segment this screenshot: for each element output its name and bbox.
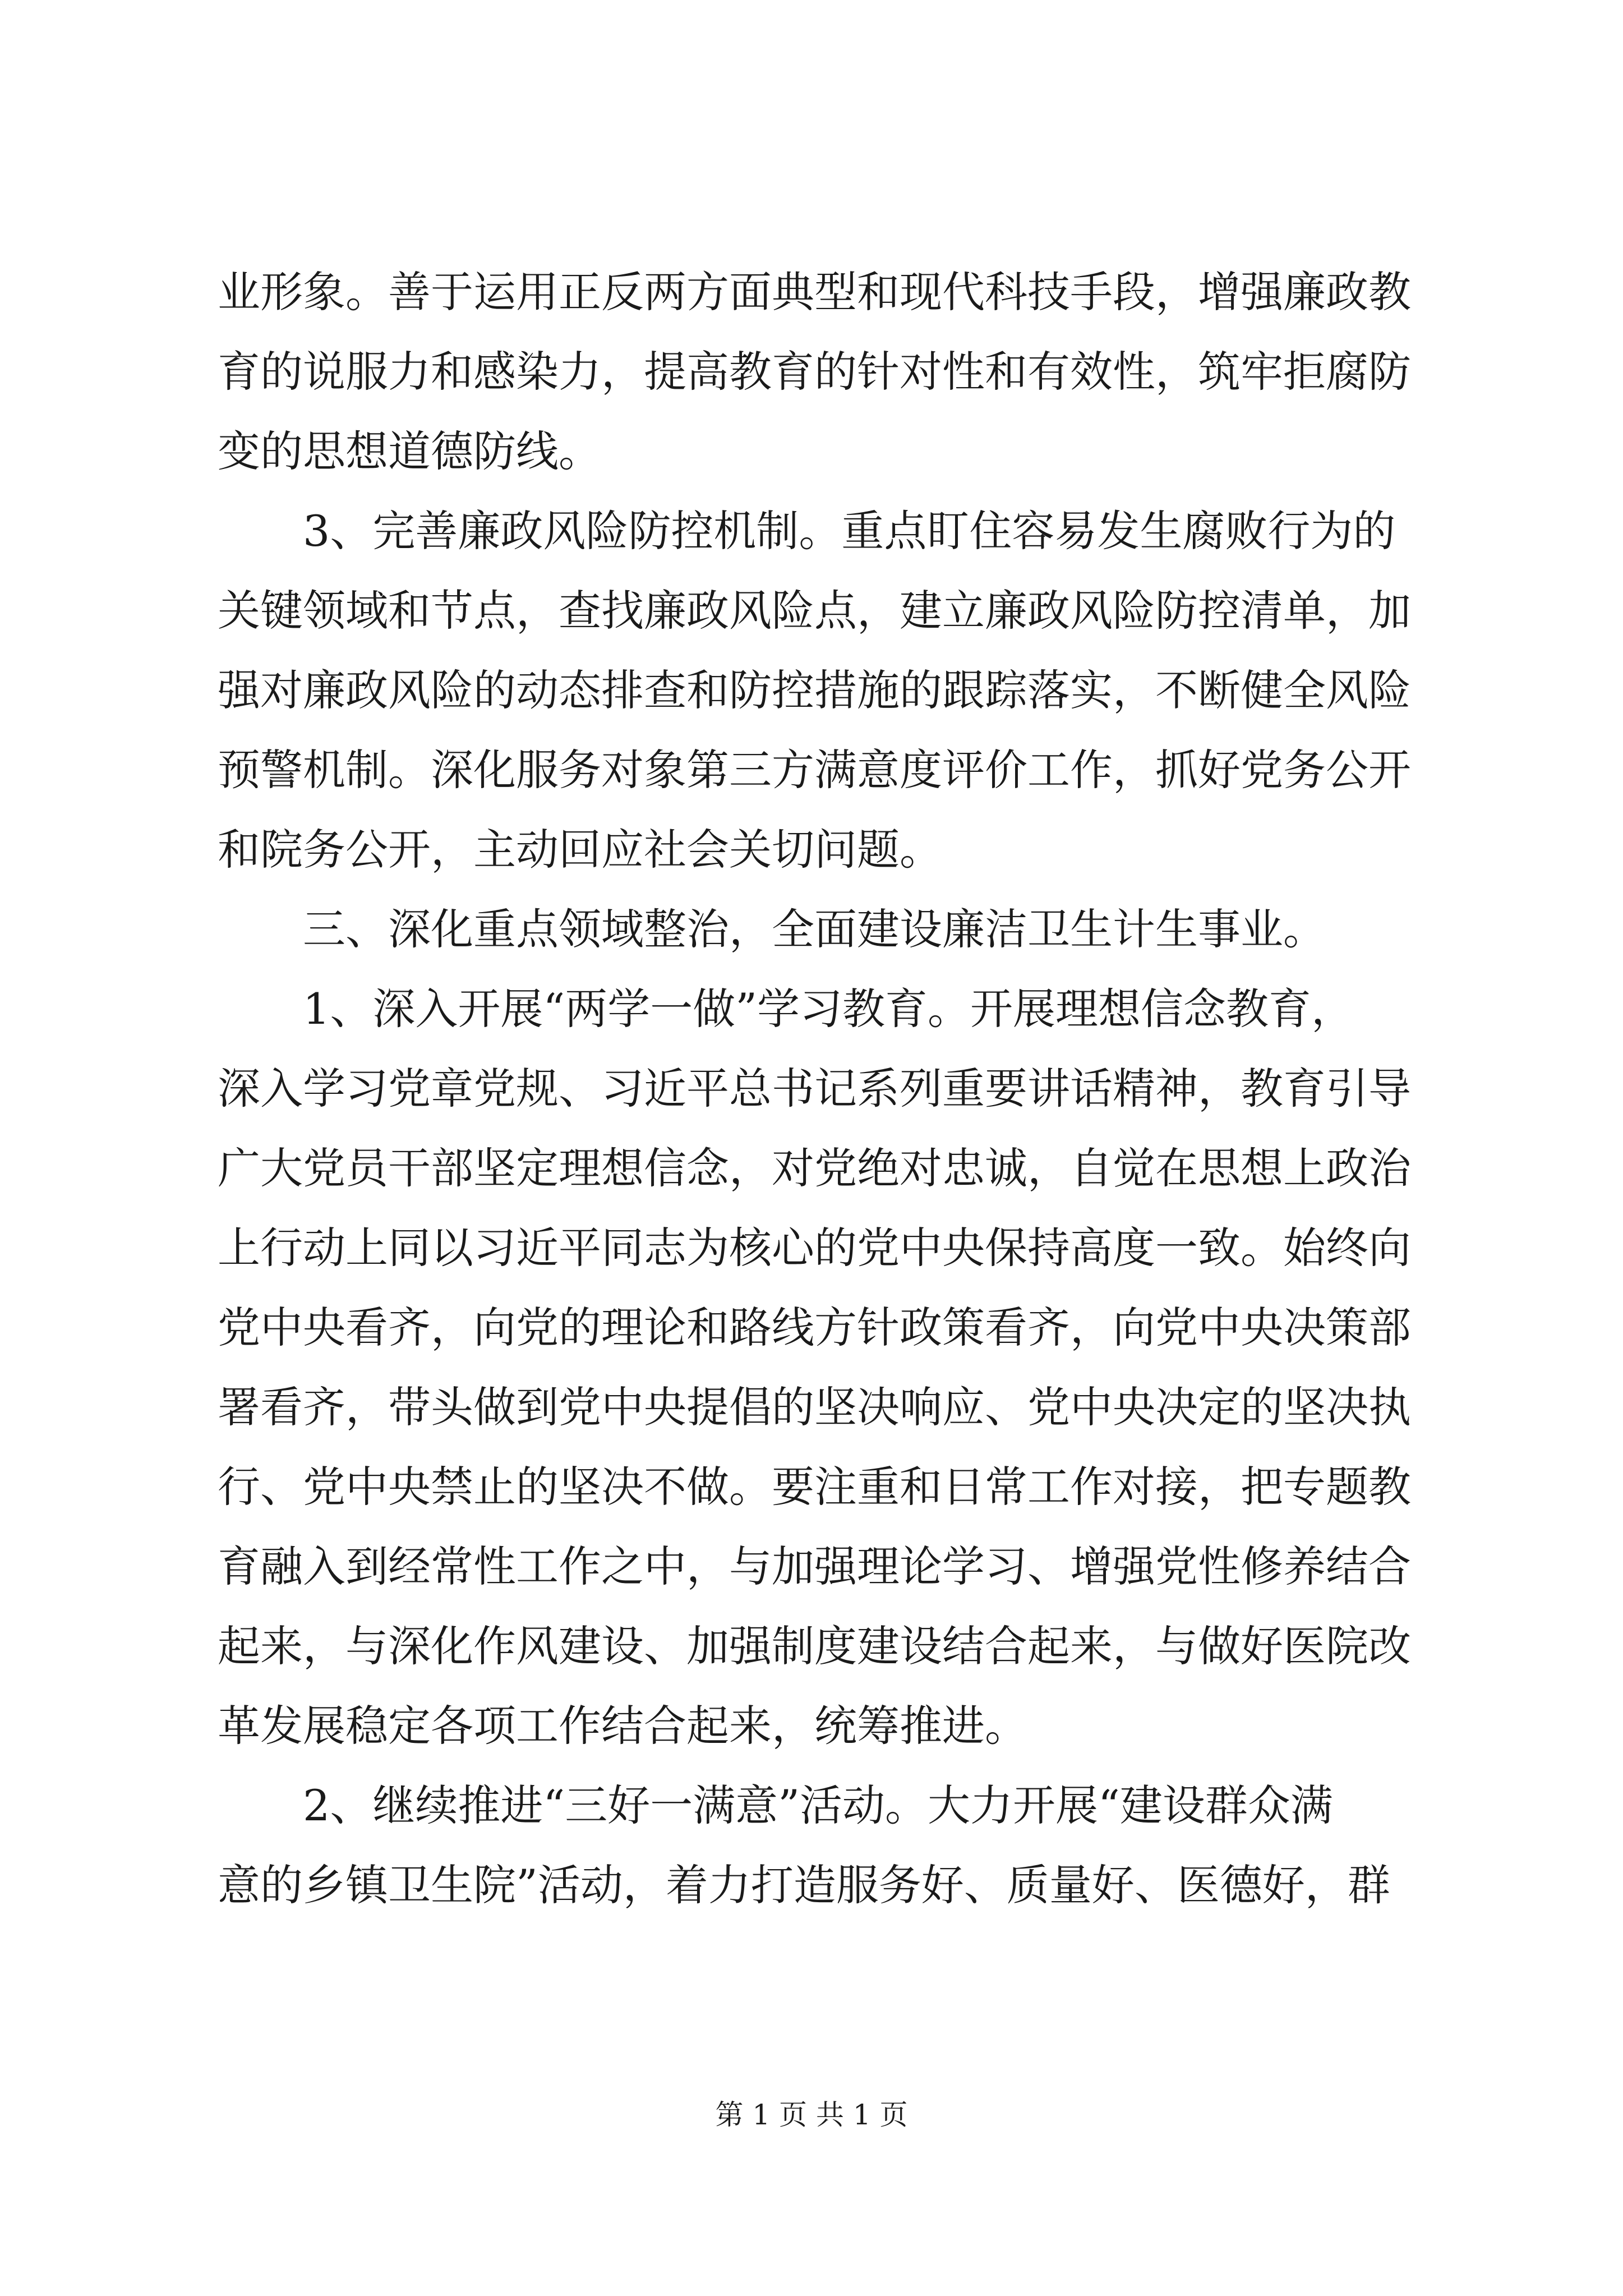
text-line: 和院务公开，主动回应社会关切问题。: [218, 825, 942, 875]
text-line: 预警机制。深化服务对象第三方满意度评价工作，抓好党务公开: [218, 745, 1411, 795]
text-line: 1、深入开展“两学一做”学习教育。开展理想信念教育，: [303, 984, 1354, 1034]
text-line: 变的思想道德防线。: [218, 426, 601, 476]
text-line: 上行动上同以习近平同志为核心的党中央保持高度一致。始终向: [218, 1223, 1411, 1273]
text-line: 关键领域和节点，查找廉政风险点，建立廉政风险防控清单，加: [218, 586, 1411, 636]
text-line: 三、深化重点领域整治，全面建设廉洁卫生计生事业。: [303, 904, 1326, 954]
text-line: 党中央看齐，向党的理论和路线方针政策看齐，向党中央决策部: [218, 1303, 1411, 1352]
text-line: 行、党中央禁止的坚决不做。要注重和日常工作对接，把专题教: [218, 1462, 1411, 1512]
text-line: 育的说服力和感染力，提高教育的针对性和有效性，筑牢拒腐防: [218, 347, 1411, 397]
text-line: 3、完善廉政风险防控机制。重点盯住容易发生腐败行为的: [303, 506, 1396, 556]
text-line: 起来，与深化作风建设、加强制度建设结合起来，与做好医院改: [218, 1621, 1411, 1671]
text-line: 深入学习党章党规、习近平总书记系列重要讲话精神，教育引导: [218, 1064, 1411, 1114]
text-line: 署看齐，带头做到党中央提倡的坚决响应、党中央决定的坚决执: [218, 1382, 1411, 1432]
text-line: 强对廉政风险的动态排查和防控措施的跟踪落实，不断健全风险: [218, 665, 1411, 715]
text-line: 2、继续推进“三好一满意”活动。大力开展“建设群众满: [303, 1780, 1333, 1830]
text-line: 意的乡镇卫生院”活动，着力打造服务好、质量好、医德好，群: [218, 1860, 1390, 1910]
text-line: 广大党员干部坚定理想信念，对党绝对忠诚，自觉在思想上政治: [218, 1143, 1411, 1193]
page-footer: 第 1 页 共 1 页: [715, 2099, 908, 2131]
document-body: [218, 252, 1423, 1925]
text-line: 革发展稳定各项工作结合起来，统筹推进。: [218, 1701, 1027, 1751]
text-line: 育融入到经常性工作之中，与加强理论学习、增强党性修养结合: [218, 1542, 1411, 1591]
text-line: 业形象。善于运用正反两方面典型和现代科技手段，增强廉政教: [218, 267, 1411, 317]
